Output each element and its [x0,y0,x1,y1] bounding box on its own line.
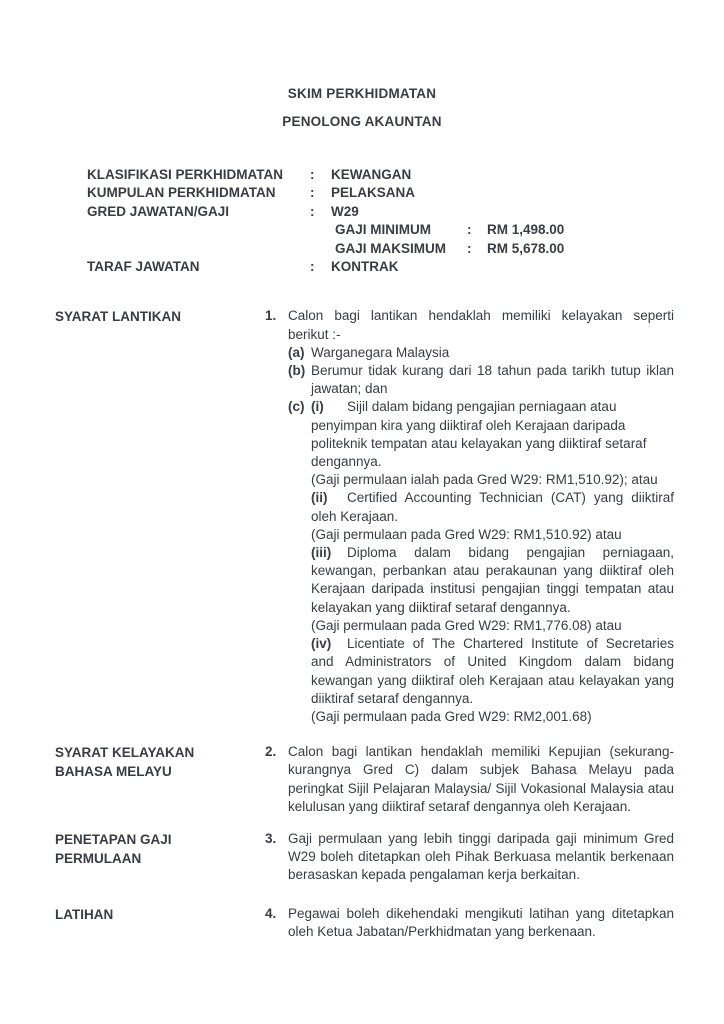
section-label-line: SYARAT KELAYAKAN [55,745,195,761]
section-label [55,307,265,326]
section-label [55,830,265,868]
section-body [288,830,674,885]
section-label [55,743,265,781]
item-text: Berumur tidak kurang dari 18 tahun pada tarikh tutup iklan jawatan; dan [311,363,674,397]
item-number: 3. [265,830,277,846]
service-info-block [0,166,724,276]
sub-item-text: Sijil dalam bidang pengajian perniagaan atau penyimpan kira yang diiktiraf oleh Kerajaan daripada politeknik tempatan atau kelayakan yang diiktiraf setaraf dengannya. [311,399,647,470]
sub-item-marker: (iii) [311,545,332,561]
salary-note: (Gaji permulaan pada Gred W29: RM1,510.92) atau [311,526,622,542]
sub-item-i [311,398,674,471]
sub-item-iv [311,635,674,708]
sub-item-text: Diploma dalam bidang pengajian perniagaan, kewangan, perbankan atau perakaunan yang diiktiraf oleh Kerajaan daripada institusi pengajian tinggi tempatan atau kelayakan yang diiktiraf setaraf dengannya. [311,545,674,615]
section-label-line: PENETAPAN GAJI [55,831,172,847]
info-row-kumpulan [87,184,724,202]
sub-item-marker: (ii) [311,490,328,506]
item-c-content [311,398,674,726]
paragraph: Gaji permulaan yang lebih tinggi daripada gaji minimum Gred W29 boleh ditetapkan oleh Pihak Berkuasa melantik berkenaan berasaskan kepada pengalaman kerja berkaitan. [288,830,674,883]
item-marker: (b) [288,363,306,379]
section-syarat-kelayakan-bahasa-melayu [0,743,724,816]
info-row-klasifikasi [87,166,724,184]
salary-note: (Gaji permulaan pada Gred W29: RM1,776.08) atau [311,617,622,633]
salary-note: (Gaji permulaan ialah pada Gred W29: RM1,510.92); atau [311,472,658,488]
sub-item-marker: (i) [311,399,324,415]
item-marker: (c) [288,399,305,415]
document-subtitle: PENOLONG AKAUNTAN [282,114,442,129]
info-label: KUMPULAN PERKHIDMATAN [87,185,276,201]
section-label [55,905,265,924]
section-label-line: LATIHAN [55,906,114,922]
section-syarat-lantikan [0,307,724,726]
section-penetapan-gaji-permulaan [0,830,724,885]
salary-value: RM 5,678.00 [487,240,565,256]
info-row-gred [87,203,724,221]
info-separator: : [467,222,472,238]
sub-item-marker: (iv) [311,636,332,652]
info-separator: : [310,259,315,275]
item-marker: (a) [288,344,305,360]
info-value: KEWANGAN [331,167,412,182]
info-label: GRED JAWATAN/GAJI [87,203,230,219]
paragraph: Calon bagi lantikan hendaklah memiliki Kepujian (sekurang-kurangnya Gred C) dalam subjek Bahasa Melayu pada peringkat Sijil Pelajaran Malaysia/ Sijil Vokasional Malaysia atau kelulusan yang diiktiraf setaraf dengannya oleh Kerajaan. [288,744,674,814]
section-body [288,743,674,816]
info-separator: : [310,185,315,201]
sub-item-iii [311,544,674,617]
item-number: 1. [265,308,277,324]
info-value: PELAKSANA [331,185,416,201]
item-number: 4. [265,905,277,921]
info-row-gaji-maksimum [335,240,724,258]
salary-value: RM 1,498.00 [487,222,565,238]
info-value: KONTRAK [331,259,399,275]
item-number: 2. [265,744,277,760]
salary-label: GAJI MINIMUM [335,222,431,238]
item-text: Warganegara Malaysia [311,344,450,360]
document-header [0,0,724,130]
info-separator: : [467,240,472,256]
sub-item-text: Certified Accounting Technician (CAT) yang diiktiraf oleh Kerajaan. [311,490,674,524]
paragraph: Pegawai boleh dikehendaki mengikuti latihan yang ditetapkan oleh Ketua Jabatan/Perkhidmatan yang berkenaan. [288,905,674,939]
info-row-taraf [87,258,724,276]
sub-item-ii [311,489,674,525]
info-row-gaji-minimum [335,221,724,239]
section-body [288,905,674,941]
list-item-a [288,344,674,362]
list-item-b [288,362,674,398]
info-label: TARAF JAWATAN [87,259,200,275]
section-label-line: PERMULAAN [55,850,142,866]
salary-label: GAJI MAKSIMUM [335,240,446,256]
section-latihan [0,905,724,941]
info-label: KLASIFIKASI PERKHIDMATAN [87,167,283,182]
section-label-line: SYARAT LANTIKAN [55,309,182,325]
section-label-line: BAHASA MELAYU [55,764,172,780]
paragraph-intro: Calon bagi lantikan hendaklah memiliki kelayakan seperti berikut :- [288,308,674,342]
info-separator: : [310,203,315,219]
document-title: SKIM PERKHIDMATAN [287,86,437,101]
list-item-c [288,398,674,726]
info-separator: : [310,167,315,182]
sub-item-text: Licentiate of The Chartered Institute of Secretaries and Administrators of United Kingdom dalam bidang kewangan yang diiktiraf oleh Kerajaan atau kelayakan yang diiktiraf setaraf dengannya. [311,636,674,706]
section-body [288,307,674,726]
salary-note: (Gaji permulaan pada Gred W29: RM2,001.68) [311,708,592,724]
info-value: W29 [331,203,359,219]
